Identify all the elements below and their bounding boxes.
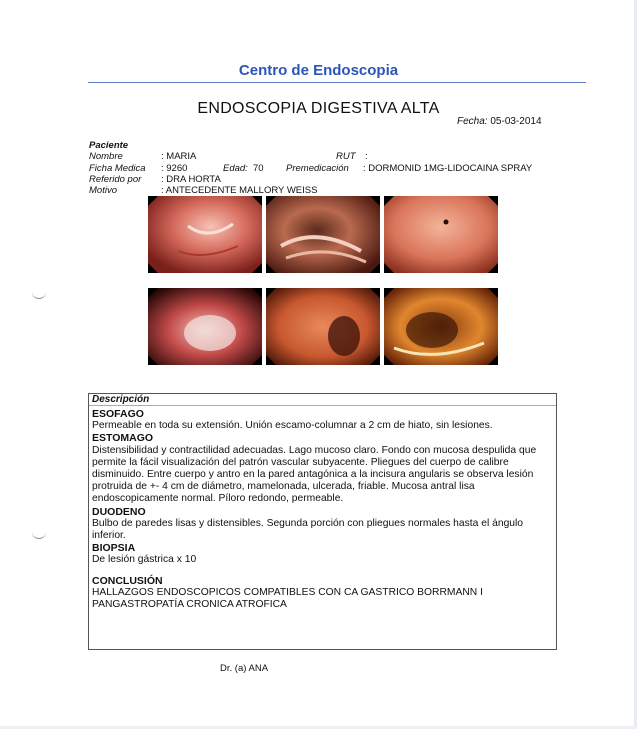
patient-section-label: Paciente bbox=[89, 140, 129, 151]
esofago-text: Permeable en toda su extensión. Unión escamo-columnar a 2 cm de hiato, sin lesiones. bbox=[92, 420, 493, 432]
premed-label: Premedicación bbox=[286, 162, 349, 174]
ficha-value: : 9260 bbox=[161, 162, 188, 174]
endoscopy-image bbox=[266, 288, 380, 365]
conclusion-title: CONCLUSIÓN bbox=[92, 574, 163, 587]
endoscopy-image bbox=[384, 196, 498, 273]
name-label: Nombre bbox=[89, 151, 123, 163]
referido-label: Referido por bbox=[89, 173, 142, 185]
document-title: ENDOSCOPIA DIGESTIVA ALTA bbox=[197, 100, 440, 117]
name-value: : MARIA bbox=[161, 151, 197, 163]
scan-mark bbox=[32, 530, 46, 539]
report-date bbox=[457, 116, 542, 127]
description-body bbox=[92, 408, 552, 611]
date-label: Fecha: bbox=[457, 116, 488, 127]
edad-label: Edad: bbox=[223, 162, 248, 174]
rut-value: : bbox=[365, 151, 368, 163]
endoscopy-image bbox=[148, 196, 262, 273]
endoscopy-image bbox=[384, 288, 498, 365]
date-value: 05-03-2014 bbox=[490, 116, 542, 127]
estomago-title: ESTOMAGO bbox=[92, 432, 154, 445]
title-divider bbox=[88, 82, 586, 83]
esofago-title: ESOFAGO bbox=[92, 408, 144, 420]
doctor-signature: Dr. (a) ANA bbox=[220, 663, 269, 674]
patient-referido-row bbox=[89, 174, 569, 185]
conclusion-line-2: PANGASTROPATÍA CRONICA ATROFICA bbox=[92, 599, 287, 611]
duodeno-title: DUODENO bbox=[92, 505, 146, 518]
duodeno-text: Bulbo de paredes lisas y distensibles. Segunda porción con pliegues normales hasta el ángulo inferior. bbox=[92, 517, 524, 542]
center-name: Centro de Endoscopia bbox=[238, 62, 399, 79]
scan-mark bbox=[32, 290, 46, 299]
conclusion-line-1: HALLAZGOS ENDOSCOPICOS COMPATIBLES CON CA GASTRICO BORRMANN I bbox=[92, 586, 483, 598]
description-box bbox=[88, 393, 557, 650]
patient-ficha-row bbox=[89, 163, 569, 174]
referido-value: : DRA HORTA bbox=[161, 173, 221, 185]
rut-label: RUT bbox=[336, 151, 356, 163]
patient-name-row bbox=[89, 151, 569, 162]
estomago-text: Distensibilidad y contractilidad adecuadas. Lago mucoso claro. Fondo con mucosa despulida que permite la fácil visualización del patrón vascular subyacente. Pliegues del cuerpo de calibre disminuido. Entre cuerpo y antro en la pared antagónica a la incisura angularis se observa lesión protruida de +- 4 cm de diámetro, mamelonada, ulcerada, friable. Mucosa antral lisa endoscopicamente normal. Píloro redondo, permeable. bbox=[92, 444, 537, 505]
biopsia-text: De lesión gástrica x 10 bbox=[92, 554, 197, 566]
patient-info bbox=[89, 140, 569, 196]
biopsia-title: BIOPSIA bbox=[92, 542, 136, 555]
edad-value: 70 bbox=[253, 162, 264, 174]
premed-value: : DORMONID 1MG-LIDOCAINA SPRAY bbox=[363, 162, 533, 174]
patient-motivo-row bbox=[89, 185, 569, 196]
endoscopy-image bbox=[266, 196, 380, 273]
endoscopy-image bbox=[148, 288, 262, 365]
motivo-label: Motivo bbox=[89, 185, 117, 197]
ficha-label: Ficha Medica bbox=[89, 162, 146, 174]
motivo-value: : ANTECEDENTE MALLORY WEISS bbox=[161, 185, 318, 197]
description-header: Descripción bbox=[89, 394, 556, 406]
